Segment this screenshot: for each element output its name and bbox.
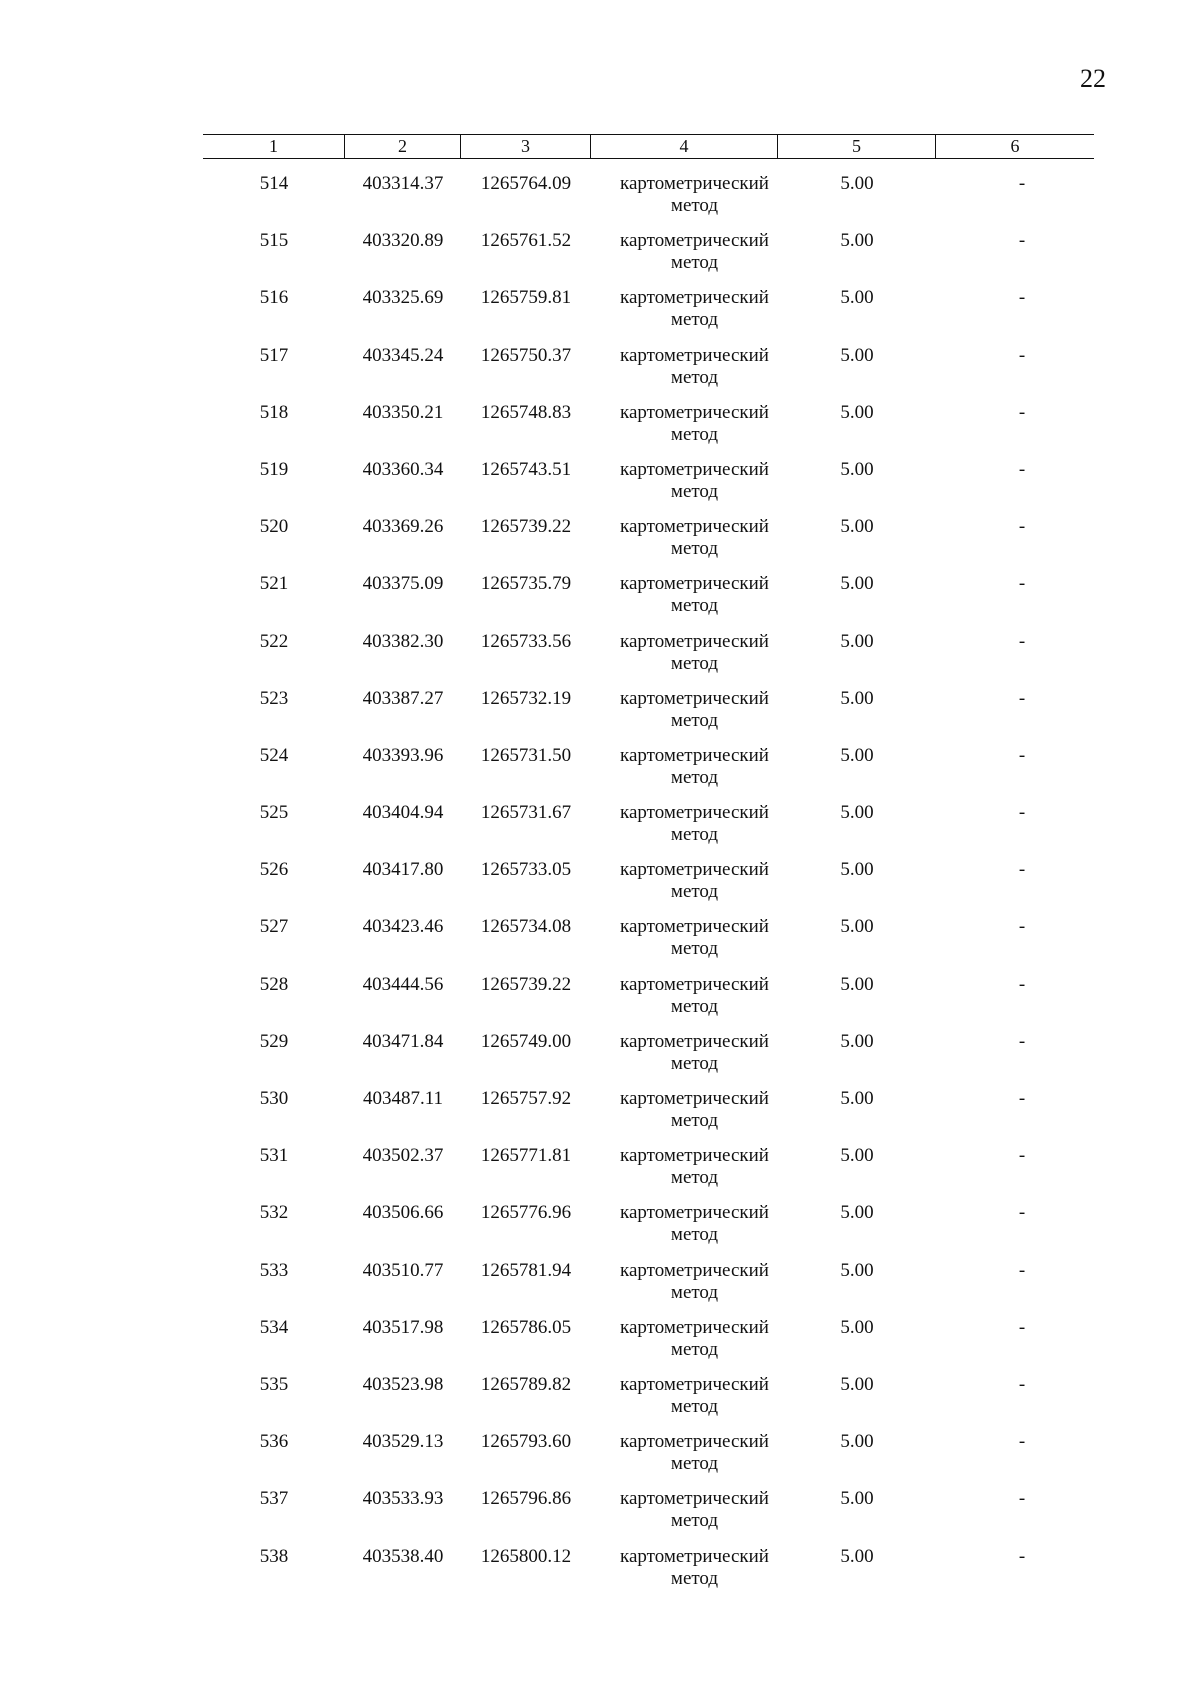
coordinate-x: 403523.98 — [362, 1373, 444, 1395]
method-line-2: метод — [670, 824, 719, 846]
point-number: 518 — [259, 401, 289, 423]
method-line-2: метод — [670, 995, 719, 1017]
coordinate-y: 1265735.79 — [480, 573, 572, 595]
method-line-2: метод — [670, 309, 719, 331]
method-cell — [591, 287, 778, 344]
point-number: 524 — [259, 744, 289, 766]
method-line-2: метод — [670, 1167, 719, 1189]
coordinate-y: 1265781.94 — [480, 1259, 572, 1281]
description: - — [1018, 1545, 1026, 1567]
accuracy: 5.00 — [840, 802, 874, 824]
description: - — [1018, 1373, 1026, 1395]
column-header-1: 1 — [203, 135, 345, 158]
point-number: 529 — [259, 1030, 289, 1052]
accuracy: 5.00 — [840, 1431, 874, 1453]
point-number: 514 — [259, 173, 289, 194]
description: - — [1018, 1030, 1026, 1052]
method-line-1: картометрический — [620, 1545, 769, 1567]
method-line-1: картометрический — [620, 744, 769, 766]
method-line-1: картометрический — [620, 573, 769, 595]
accuracy: 5.00 — [840, 687, 874, 709]
method-line-2: метод — [670, 252, 719, 274]
method-line-2: метод — [670, 1110, 719, 1131]
method-line-1: картометрический — [620, 630, 769, 652]
method-line-1: картометрический — [620, 687, 769, 709]
point-number: 521 — [259, 573, 289, 595]
table-row — [203, 688, 1094, 745]
method-line-2: метод — [670, 1510, 719, 1532]
coordinate-x: 403487.11 — [362, 1088, 444, 1109]
point-number: 527 — [259, 916, 289, 938]
description: - — [1018, 230, 1026, 252]
coordinate-y: 1265733.56 — [480, 630, 572, 652]
description: - — [1018, 973, 1026, 995]
accuracy: 5.00 — [840, 458, 874, 480]
coordinate-x: 403350.21 — [362, 401, 444, 423]
point-number: 517 — [259, 344, 289, 366]
method-line-2: метод — [670, 1224, 719, 1246]
method-line-1: картометрический — [620, 230, 769, 252]
method-line-1: картометрический — [620, 516, 769, 538]
table-row — [203, 345, 1094, 402]
table-row — [203, 402, 1094, 459]
table-row — [203, 1260, 1094, 1317]
coordinate-x: 403375.09 — [362, 573, 444, 595]
coordinate-y: 1265786.05 — [480, 1316, 572, 1338]
method-line-1: картометрический — [620, 916, 769, 938]
accuracy: 5.00 — [840, 859, 874, 881]
coordinate-y: 1265800.12 — [480, 1545, 572, 1567]
accuracy: 5.00 — [840, 344, 874, 366]
method-line-1: картометрический — [620, 1088, 769, 1109]
coordinate-y: 1265739.22 — [480, 516, 572, 538]
accuracy: 5.00 — [840, 1545, 874, 1567]
method-line-1: картометрический — [620, 1488, 769, 1510]
method-line-1: картометрический — [620, 859, 769, 881]
method-line-2: метод — [670, 538, 719, 560]
method-cell — [591, 173, 778, 230]
coordinate-x: 403387.27 — [362, 687, 444, 709]
column-header-6: 6 — [1010, 136, 1020, 156]
table-row — [203, 802, 1094, 859]
point-number: 533 — [259, 1259, 289, 1281]
method-line-2: метод — [670, 652, 719, 674]
method-cell — [591, 1202, 778, 1259]
point-number: 537 — [259, 1488, 289, 1510]
table-row — [203, 573, 1094, 630]
coordinate-x: 403314.37 — [362, 173, 444, 194]
description: - — [1018, 458, 1026, 480]
accuracy: 5.00 — [840, 1088, 874, 1109]
point-number: 523 — [259, 687, 289, 709]
point-number: 522 — [259, 630, 289, 652]
column-header-2: 2 — [345, 135, 461, 158]
table-row — [203, 1202, 1094, 1259]
description: - — [1018, 287, 1026, 309]
accuracy: 5.00 — [840, 573, 874, 595]
method-line-2: метод — [670, 595, 719, 617]
method-line-2: метод — [670, 366, 719, 388]
table-row — [203, 1546, 1094, 1603]
table-row — [203, 745, 1094, 802]
point-number: 532 — [259, 1202, 289, 1224]
point-number: 525 — [259, 802, 289, 824]
coordinate-y: 1265759.81 — [480, 287, 572, 309]
method-cell — [591, 1145, 778, 1202]
accuracy: 5.00 — [840, 973, 874, 995]
method-line-1: картометрический — [620, 1316, 769, 1338]
point-number: 526 — [259, 859, 289, 881]
method-line-2: метод — [670, 1395, 719, 1417]
method-line-1: картометрический — [620, 1202, 769, 1224]
coordinate-y: 1265734.08 — [480, 916, 572, 938]
coordinate-y: 1265771.81 — [480, 1145, 572, 1167]
description: - — [1018, 173, 1026, 194]
method-cell — [591, 859, 778, 916]
method-line-2: метод — [670, 480, 719, 502]
description: - — [1018, 916, 1026, 938]
table-row — [203, 1317, 1094, 1374]
point-number: 528 — [259, 973, 289, 995]
table-row — [203, 1374, 1094, 1431]
description: - — [1018, 344, 1026, 366]
coordinate-x: 403325.69 — [362, 287, 444, 309]
table-row — [203, 974, 1094, 1031]
accuracy: 5.00 — [840, 230, 874, 252]
method-cell — [591, 402, 778, 459]
table-row — [203, 287, 1094, 344]
method-cell — [591, 345, 778, 402]
column-header-5: 5 — [778, 135, 936, 158]
coordinate-x: 403393.96 — [362, 744, 444, 766]
coordinate-y: 1265761.52 — [480, 230, 572, 252]
table-row — [203, 1088, 1094, 1145]
description: - — [1018, 859, 1026, 881]
method-cell — [591, 631, 778, 688]
method-line-1: картометрический — [620, 1145, 769, 1167]
method-cell — [591, 745, 778, 802]
accuracy: 5.00 — [840, 916, 874, 938]
method-line-1: картометрический — [620, 973, 769, 995]
method-cell — [591, 459, 778, 516]
coordinate-x: 403502.37 — [362, 1145, 444, 1167]
table-row — [203, 516, 1094, 573]
coordinate-x: 403529.13 — [362, 1431, 444, 1453]
description: - — [1018, 802, 1026, 824]
coordinate-y: 1265776.96 — [480, 1202, 572, 1224]
accuracy: 5.00 — [840, 401, 874, 423]
coordinate-y: 1265732.19 — [480, 687, 572, 709]
point-number: 536 — [259, 1431, 289, 1453]
table-row — [203, 916, 1094, 973]
accuracy: 5.00 — [840, 516, 874, 538]
description: - — [1018, 516, 1026, 538]
table-row — [203, 459, 1094, 516]
description: - — [1018, 744, 1026, 766]
method-cell — [591, 1317, 778, 1374]
column-header-3: 3 — [461, 135, 591, 158]
coordinate-x: 403517.98 — [362, 1316, 444, 1338]
accuracy: 5.00 — [840, 1488, 874, 1510]
method-cell — [591, 1488, 778, 1545]
page-number: 22 — [1080, 64, 1106, 93]
coordinate-x: 403506.66 — [362, 1202, 444, 1224]
method-line-1: картометрический — [620, 1030, 769, 1052]
point-number: 538 — [259, 1545, 289, 1567]
method-line-1: картометрический — [620, 1259, 769, 1281]
coordinate-x: 403417.80 — [362, 859, 444, 881]
point-number: 516 — [259, 287, 289, 309]
coordinate-y: 1265749.00 — [480, 1030, 572, 1052]
description: - — [1018, 573, 1026, 595]
table-row — [203, 631, 1094, 688]
coordinate-x: 403444.56 — [362, 973, 444, 995]
coordinate-y: 1265731.50 — [480, 744, 572, 766]
accuracy: 5.00 — [840, 1145, 874, 1167]
coordinate-y: 1265743.51 — [480, 458, 572, 480]
accuracy: 5.00 — [840, 744, 874, 766]
description: - — [1018, 630, 1026, 652]
accuracy: 5.00 — [840, 1316, 874, 1338]
description: - — [1018, 1202, 1026, 1224]
point-number: 515 — [259, 230, 289, 252]
description: - — [1018, 1316, 1026, 1338]
table-row — [203, 1145, 1094, 1202]
coordinate-x: 403360.34 — [362, 458, 444, 480]
method-cell — [591, 802, 778, 859]
table-header-row — [203, 134, 1094, 159]
method-line-1: картометрический — [620, 401, 769, 423]
accuracy: 5.00 — [840, 630, 874, 652]
coordinate-x: 403510.77 — [362, 1259, 444, 1281]
point-number: 534 — [259, 1316, 289, 1338]
description: - — [1018, 1431, 1026, 1453]
description: - — [1018, 1259, 1026, 1281]
method-line-2: метод — [670, 1453, 719, 1475]
method-line-2: метод — [670, 423, 719, 445]
table-row — [203, 1431, 1094, 1488]
method-cell — [591, 516, 778, 573]
coordinates-table — [203, 134, 1094, 1603]
table-row — [203, 1488, 1094, 1545]
coordinate-x: 403320.89 — [362, 230, 444, 252]
description: - — [1018, 1088, 1026, 1109]
method-line-2: метод — [670, 709, 719, 731]
point-number: 520 — [259, 516, 289, 538]
accuracy: 5.00 — [840, 1373, 874, 1395]
method-line-2: метод — [670, 881, 719, 903]
method-line-1: картометрический — [620, 458, 769, 480]
method-line-1: картометрический — [620, 173, 769, 194]
method-cell — [591, 230, 778, 287]
method-cell — [591, 1546, 778, 1603]
coordinate-y: 1265793.60 — [480, 1431, 572, 1453]
coordinate-x: 403471.84 — [362, 1030, 444, 1052]
method-line-1: картометрический — [620, 1431, 769, 1453]
coordinate-x: 403538.40 — [362, 1545, 444, 1567]
coordinate-x: 403423.46 — [362, 916, 444, 938]
coordinate-y: 1265764.09 — [480, 173, 572, 194]
table-row — [203, 859, 1094, 916]
method-line-1: картометрический — [620, 1373, 769, 1395]
method-line-2: метод — [670, 938, 719, 960]
method-cell — [591, 1031, 778, 1088]
description: - — [1018, 687, 1026, 709]
method-cell — [591, 916, 778, 973]
method-line-2: метод — [670, 1567, 719, 1589]
method-cell — [591, 1431, 778, 1488]
point-number: 519 — [259, 458, 289, 480]
coordinate-x: 403404.94 — [362, 802, 444, 824]
method-line-2: метод — [670, 766, 719, 788]
description: - — [1018, 401, 1026, 423]
method-cell — [591, 573, 778, 630]
method-line-2: метод — [670, 1338, 719, 1360]
method-cell — [591, 1260, 778, 1317]
coordinate-x: 403369.26 — [362, 516, 444, 538]
table-row — [203, 230, 1094, 287]
coordinate-y: 1265731.67 — [480, 802, 572, 824]
table-row — [203, 1031, 1094, 1088]
method-cell — [591, 1088, 778, 1145]
method-cell — [591, 974, 778, 1031]
column-header-4: 4 — [591, 135, 778, 158]
coordinate-y: 1265789.82 — [480, 1373, 572, 1395]
coordinate-x: 403382.30 — [362, 630, 444, 652]
accuracy: 5.00 — [840, 173, 874, 194]
point-number: 530 — [259, 1088, 289, 1109]
table-row — [203, 173, 1094, 230]
description: - — [1018, 1488, 1026, 1510]
method-line-1: картометрический — [620, 344, 769, 366]
point-number: 531 — [259, 1145, 289, 1167]
method-line-2: метод — [670, 195, 719, 216]
description: - — [1018, 1145, 1026, 1167]
method-cell — [591, 688, 778, 745]
coordinate-y: 1265739.22 — [480, 973, 572, 995]
method-line-1: картометрический — [620, 802, 769, 824]
coordinate-y: 1265757.92 — [480, 1088, 572, 1109]
coordinate-y: 1265750.37 — [480, 344, 572, 366]
method-line-2: метод — [670, 1052, 719, 1074]
method-cell — [591, 1374, 778, 1431]
coordinate-y: 1265733.05 — [480, 859, 572, 881]
accuracy: 5.00 — [840, 1259, 874, 1281]
table-body — [203, 173, 1094, 1603]
accuracy: 5.00 — [840, 287, 874, 309]
coordinate-y: 1265748.83 — [480, 401, 572, 423]
coordinate-x: 403533.93 — [362, 1488, 444, 1510]
method-line-2: метод — [670, 1281, 719, 1303]
accuracy: 5.00 — [840, 1030, 874, 1052]
method-line-1: картометрический — [620, 287, 769, 309]
accuracy: 5.00 — [840, 1202, 874, 1224]
point-number: 535 — [259, 1373, 289, 1395]
coordinate-y: 1265796.86 — [480, 1488, 572, 1510]
coordinate-x: 403345.24 — [362, 344, 444, 366]
